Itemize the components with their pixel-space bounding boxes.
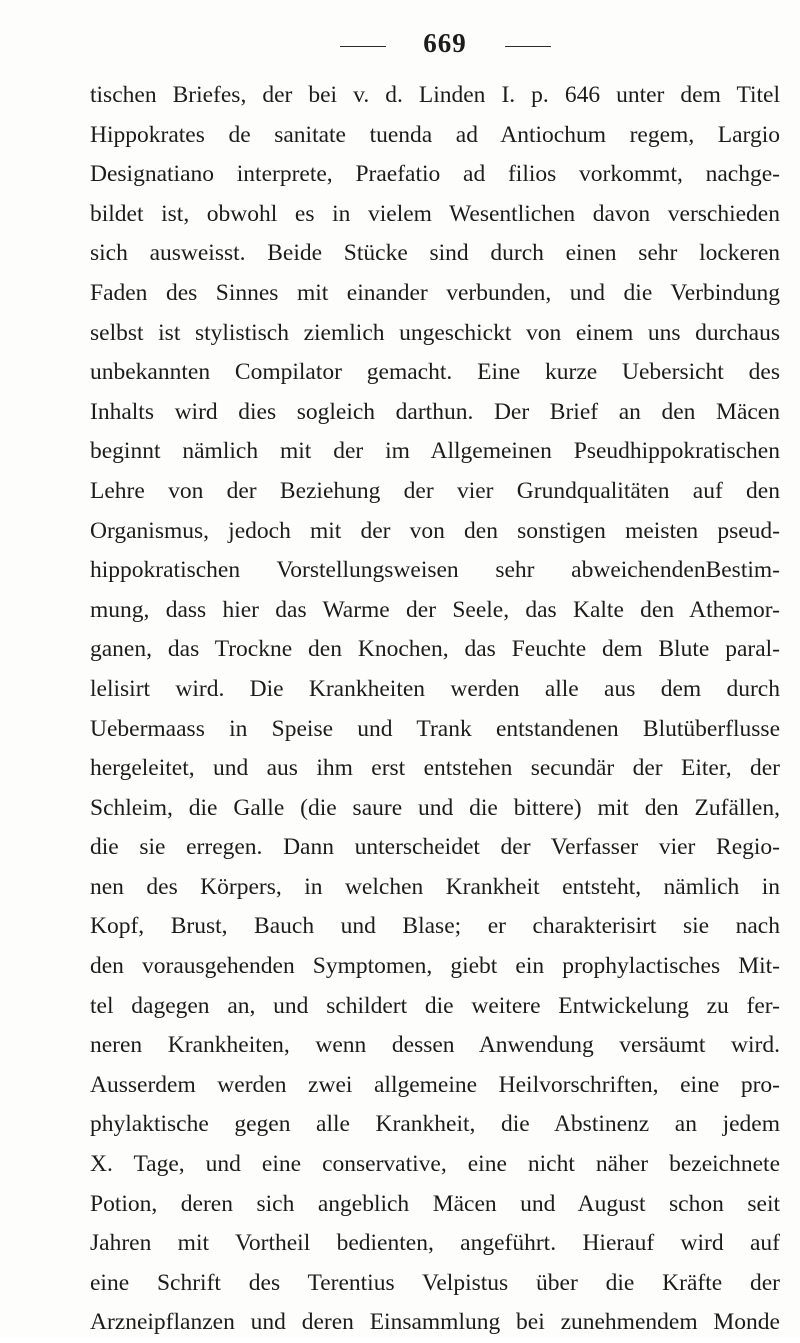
text-line: sich ausweisst. Beide Stücke sind durch einen sehr lockeren: [90, 240, 780, 267]
text-line: mung, dass hier das Warme der Seele, das Kalte den Athemor-: [90, 596, 780, 623]
text-line: hergeleitet, und aus ihm erst entstehen secundär der Eiter, der: [90, 755, 780, 782]
body-paragraph: [90, 76, 780, 1343]
text-line: selbst ist stylistisch ziemlich ungeschickt von einem uns durchaus: [90, 319, 780, 346]
text-line: unbekannten Compilator gemacht. Eine kurze Uebersicht des: [90, 359, 780, 386]
text-line: Faden des Sinnes mit einander verbunden, und die Verbindung: [90, 279, 780, 306]
text-line: X. Tage, und eine conservative, eine nicht näher bezeichnete: [90, 1151, 780, 1178]
text-line: Arzneipflanzen und deren Einsammlung bei zunehmendem Monde: [90, 1309, 780, 1336]
text-line: die sie erregen. Dann unterscheidet der Verfasser vier Regio-: [90, 834, 780, 861]
header-rule-right: [505, 46, 551, 47]
text-line: tischen Briefes, der bei v. d. Linden I. p. 646 unter dem Titel: [90, 82, 780, 108]
text-line: Jahren mit Vortheil bedienten, angeführt. Hierauf wird auf: [90, 1230, 780, 1257]
text-line: Potion, deren sich angeblich Mäcen und August schon seit: [90, 1190, 780, 1217]
text-line: nen des Körpers, in welchen Krankheit entsteht, nämlich in: [90, 873, 780, 900]
text-line: lelisirt wird. Die Krankheiten werden alle aus dem durch: [90, 675, 780, 702]
text-line: ganen, das Trockne den Knochen, das Feuchte dem Blute paral-: [90, 636, 780, 663]
text-line: Lehre von der Beziehung der vier Grundqualitäten auf den: [90, 477, 780, 504]
text-line: phylaktische gegen alle Krankheit, die Abstinenz an jedem: [90, 1111, 780, 1138]
text-line: neren Krankheiten, wenn dessen Anwendung versäumt wird.: [90, 1032, 780, 1059]
text-line: tel dagegen an, und schildert die weitere Entwickelung zu fer-: [90, 992, 780, 1019]
text-line: Ausserdem werden zwei allgemeine Heilvorschriften, eine pro-: [90, 1071, 780, 1098]
text-line: Kopf, Brust, Bauch und Blase; er charakterisirt sie nach: [90, 913, 780, 940]
page-number: 669: [423, 28, 467, 58]
page-header: [0, 28, 800, 62]
text-line: eine Schrift des Terentius Velpistus über die Kräfte der: [90, 1269, 780, 1296]
text-line: beginnt nämlich mit der im Allgemeinen Pseudhippokratischen: [90, 438, 780, 465]
text-line: Inhalts wird dies sogleich darthun. Der Brief an den Mäcen: [90, 398, 780, 425]
text-line: Schleim, die Galle (die saure und die bittere) mit den Zufällen,: [90, 794, 780, 821]
text-line: Hippokrates de sanitate tuenda ad Antiochum regem, Largio: [90, 121, 780, 148]
text-line: Designatiano interprete, Praefatio ad filios vorkommt, nachge-: [90, 161, 780, 188]
text-line: Organismus, jedoch mit der von den sonstigen meisten pseud-: [90, 517, 780, 544]
text-line: hippokratischen Vorstellungsweisen sehr abweichendenBestim-: [90, 557, 780, 584]
text-line: Uebermaass in Speise und Trank entstandenen Blutüberflusse: [90, 715, 780, 742]
text-line: den vorausgehenden Symptomen, giebt ein prophylactisches Mit-: [90, 953, 780, 980]
text-line: bildet ist, obwohl es in vielem Wesentlichen davon verschieden: [90, 200, 780, 227]
header-rule-left: [340, 46, 386, 47]
